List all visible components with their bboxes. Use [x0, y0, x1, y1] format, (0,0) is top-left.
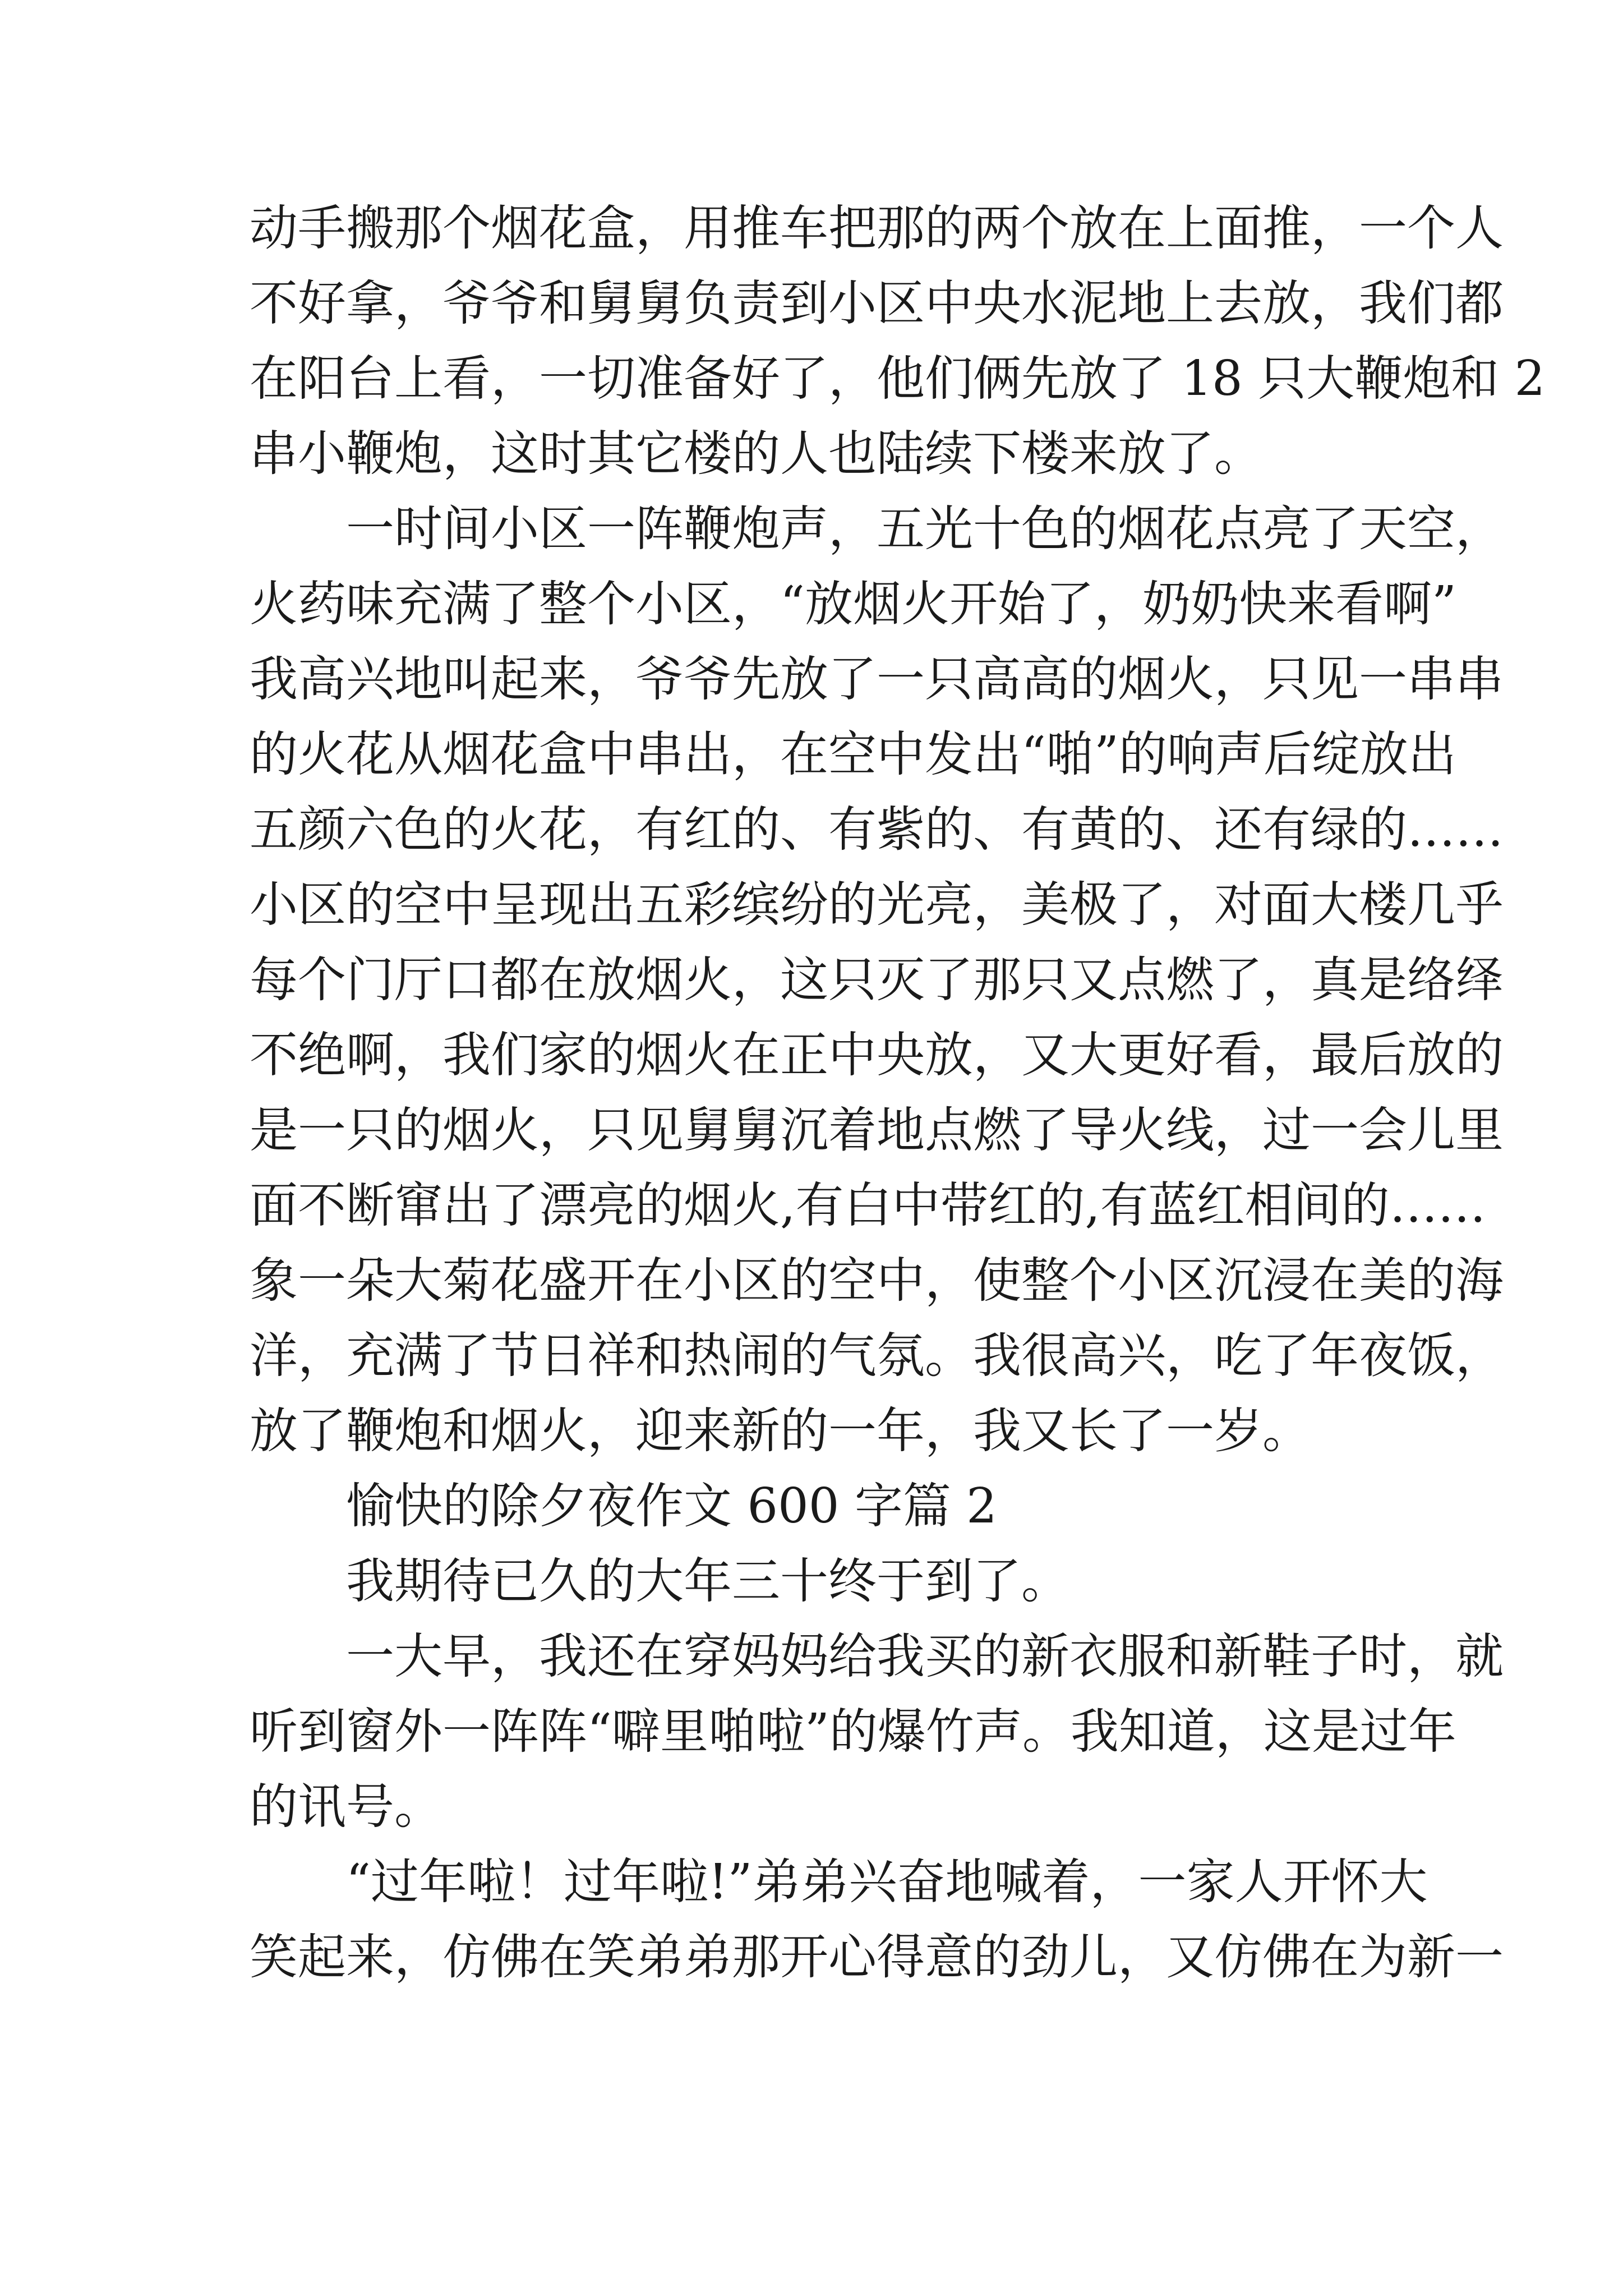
text-line: 动手搬那个烟花盒，用推车把那的两个放在上面推，一个人: [250, 200, 1504, 256]
text-line: 听到窗外一阵阵“噼里啪啦”的爆竹声。我知道，这是过年: [250, 1704, 1456, 1760]
text-line: 象一朵大菊花盛开在小区的空中，使整个小区沉浸在美的海: [250, 1253, 1504, 1309]
text-line: 火药味充满了整个小区，“放烟火开始了，奶奶快来看啊”: [250, 576, 1456, 632]
text-line: 小区的空中呈现出五彩缤纷的光亮，美极了，对面大楼几乎: [250, 877, 1504, 933]
paragraph-first-line: 我期待已久的大年三十终于到了。: [346, 1553, 1069, 1609]
text-line: 是一只的烟火，只见舅舅沉着地点燃了导火线，过一会儿里: [250, 1102, 1504, 1158]
text-line: 的讯号。: [250, 1779, 442, 1835]
section-heading: 愉快的除夕夜作文 600 字篇 2: [346, 1478, 997, 1534]
paragraph-first-line: 一大早，我还在穿妈妈给我买的新衣服和新鞋子时，就: [346, 1628, 1504, 1685]
document-body: [250, 191, 1546, 1995]
text-line: 不绝啊，我们家的烟火在正中央放，又大更好看，最后放的: [250, 1027, 1504, 1083]
text-line: 在阳台上看，一切准备好了，他们俩先放了 18 只大鞭炮和 2: [250, 351, 1546, 407]
text-line: 放了鞭炮和烟火，迎来新的一年，我又长了一岁。: [250, 1403, 1311, 1459]
paragraph-first-line: 一时间小区一阵鞭炮声，五光十色的烟花点亮了天空，: [346, 501, 1504, 557]
text-line: 每个门厅口都在放烟火，这只灭了那只又点燃了，真是络绎: [250, 952, 1504, 1008]
text-line: 笑起来，仿佛在笑弟弟那开心得意的劲儿，又仿佛在为新一: [250, 1929, 1504, 1985]
text-line: 不好拿，爷爷和舅舅负责到小区中央水泥地上去放，我们都: [250, 275, 1504, 332]
paragraph-first-line: “过年啦！过年啦!”弟弟兴奋地喊着，一家人开怀大: [346, 1854, 1428, 1910]
text-line: 我高兴地叫起来，爷爷先放了一只高高的烟火，只见一串串: [250, 651, 1504, 707]
text-line: 面不断窜出了漂亮的烟火,有白中带红的,有蓝红相间的……: [250, 1177, 1486, 1234]
text-line: 五颜六色的火花，有红的、有紫的、有黄的、还有绿的……: [250, 802, 1504, 858]
text-line: 的火花从烟花盒中串出，在空中发出“啪”的响声后绽放出: [250, 726, 1456, 783]
text-line: 洋，充满了节日祥和热闹的气氛。我很高兴，吃了年夜饭，: [250, 1328, 1504, 1384]
text-line: 串小鞭炮，这时其它楼的人也陆续下楼来放了。: [250, 426, 1262, 482]
